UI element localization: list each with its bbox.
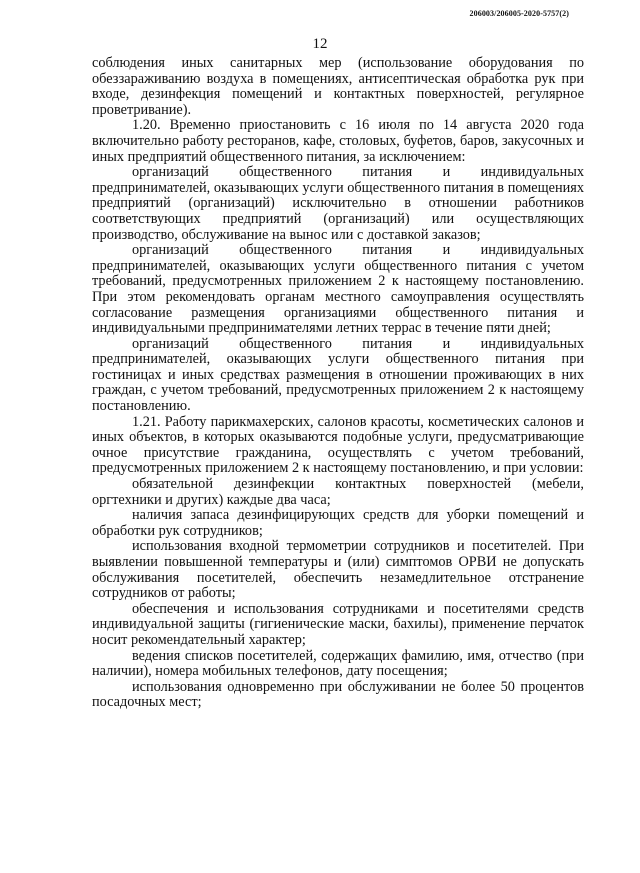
paragraph-item-1-21: 1.21. Работу парикмахерских, салонов красоты, косметических салонов и иных объектов, в которых оказываются подобные услуги, предусматривающие очное присутствие гражданина, осуществлять с учетом требований, предусмотренных приложением 2 к настоящему постановлению, и при условии: [92,413,584,477]
document-body [92,56,584,711]
paragraph: использования одновременно при обслуживании не более 50 процентов посадочных мест; [92,678,584,711]
paragraph: ведения списков посетителей, содержащих фамилию, имя, отчество (при наличии), номера мобильных телефонов, дату посещения; [92,647,584,680]
paragraph: организаций общественного питания и индивидуальных предпринимателей, оказывающих услуги общественного питания с учетом требований, предусмотренных приложением 2 к настоящему постановлению. При этом рекомендовать органам местного самоуправления осуществлять согласование размещения организациями общественного питания и индивидуальными предпринимателями летних террас в течение пяти дней; [92,242,584,337]
paragraph: организаций общественного питания и индивидуальных предпринимателей, оказывающих услуги общественного питания при гостиницах и иных средствах размещения в отношении проживающих в них граждан, с учетом требований, предусмотренных приложением 2 к настоящему постановлению. [92,335,584,415]
paragraph: обязательной дезинфекции контактных поверхностей (мебели, оргтехники и других) каждые два часа; [92,476,584,508]
paragraph: соблюдения иных санитарных мер (использование оборудования по обеззараживанию воздуха в помещениях, антисептическая обработка рук при входе, дезинфекция помещений и контактных поверхностей, регулярное проветривание). [92,55,584,118]
paragraph: наличия запаса дезинфицирующих средств для уборки помещений и обработки рук сотрудников; [92,507,584,539]
paragraph: обеспечения и использования сотрудниками и посетителями средств индивидуальной защиты (гигиенические маски, бахилы), применение перчаток носит рекомендательный характер; [92,600,584,648]
paragraph: использования входной термометрии сотрудников и посетителей. При выявлении повышенной температуры и (или) симптомов ОРВИ не допускать обслуживания посетителей, обеспечить незамедлительное отстранение сотрудников от работы; [92,538,584,602]
document-id: 206003/206005-2020-5757(2) [469,9,569,18]
page-number: 12 [312,36,328,52]
paragraph-item-1-20: 1.20. Временно приостановить с 16 июля по 14 августа 2020 года включительно работу ресторанов, кафе, столовых, буфетов, баров, закусочных и иных предприятий общественного питания, за исключением: [92,117,584,165]
paragraph: организаций общественного питания и индивидуальных предпринимателей, оказывающих услуги общественного питания в помещениях предприятий (организаций) исключительно в отношении работников соответствующих предприятий (организаций) или осуществляющих производство, обслуживание на вынос или с доставкой заказов; [92,164,584,243]
